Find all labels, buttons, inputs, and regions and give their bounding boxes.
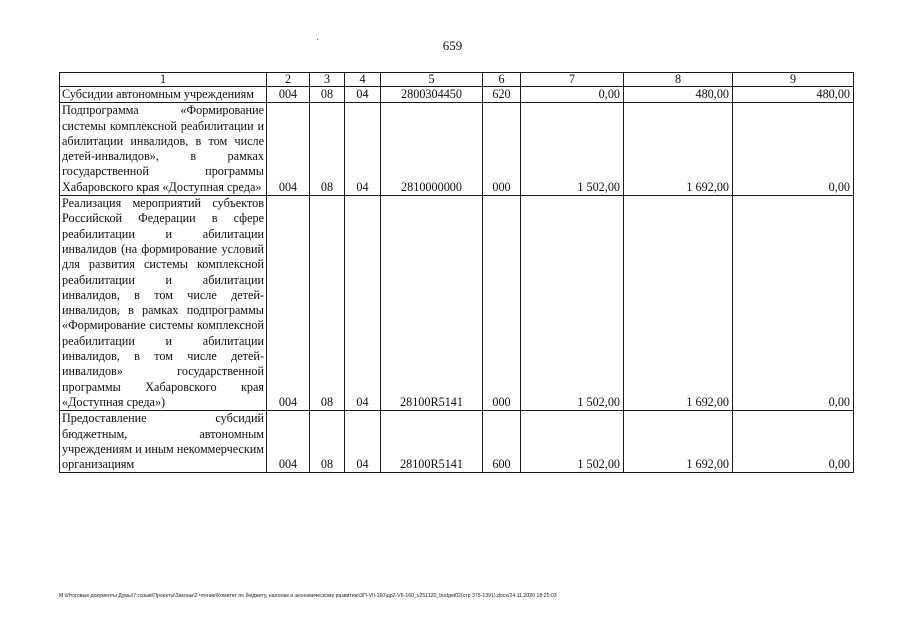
cell-amount-8: 480,00 [624, 87, 733, 103]
cell-target-article: 28100R5141 [381, 411, 483, 473]
cell-amount-7: 1 502,00 [521, 411, 624, 473]
cell-amount-7: 1 502,00 [521, 196, 624, 411]
cell-subsection: 04 [345, 196, 381, 411]
cell-amount-9: 0,00 [733, 196, 854, 411]
cell-expense-type: 000 [483, 103, 521, 196]
column-header: 5 [381, 73, 483, 87]
cell-target-article: 2800304450 [381, 87, 483, 103]
column-header: 9 [733, 73, 854, 87]
table-row [60, 87, 854, 103]
cell-subsection: 04 [345, 87, 381, 103]
column-header: 4 [345, 73, 381, 87]
cell-target-article: 28100R5141 [381, 196, 483, 411]
column-header: 6 [483, 73, 521, 87]
cell-ministry: 004 [267, 87, 310, 103]
cell-amount-9: 0,00 [733, 411, 854, 473]
cell-subsection: 04 [345, 411, 381, 473]
cell-amount-8: 1 692,00 [624, 103, 733, 196]
cell-amount-9: 480,00 [733, 87, 854, 103]
column-header: 2 [267, 73, 310, 87]
table-row [60, 411, 854, 473]
cell-expense-type: 620 [483, 87, 521, 103]
cell-section: 08 [310, 87, 345, 103]
scan-speck [317, 39, 318, 40]
column-header: 1 [60, 73, 267, 87]
cell-amount-8: 1 692,00 [624, 411, 733, 473]
table-row [60, 196, 854, 411]
row-name: Реализация мероприятий субъектов Российской Федерации в сфере реабилитации и абилитации инвалидов (на формирование условий для развития системы комплексной реабилитации и абилитации инвалидов, в том числе детей-инвалидов, в рамках подпрограммы «Формирование системы комплексной реабилитации и абилитации инвалидов, в том числе детей-инвалидов» государственной программы Хабаровского края «Доступная среда») [60, 196, 267, 411]
page-number: 659 [442, 38, 463, 53]
column-header: 3 [310, 73, 345, 87]
cell-amount-8: 1 692,00 [624, 196, 733, 411]
document-path-footer: M:\Итоговые документы Думы\7 созыв\Проекты\Законы\2 чтение\Комитет по бюджету, налогам и экономическому развитию\ЗП-VII-160\др2-VII-160_v251120_budget02(стр 375-1391).docx/24.11.2020 18:25:03 [59, 593, 557, 599]
cell-amount-9: 0,00 [733, 103, 854, 196]
table-row [60, 103, 854, 196]
row-name: Подпрограмма «Формирование системы комплексной реабилитации и абилитации инвалидов, в том числе детей-инвалидов», в рамках государственной программы Хабаровского края «Доступная среда» [60, 103, 267, 196]
cell-ministry: 004 [267, 103, 310, 196]
row-name: Субсидии автономным учреждениям [60, 87, 267, 103]
column-header: 7 [521, 73, 624, 87]
row-name: Предоставление субсидий бюджетным, автономным учреждениям и иным некоммерческим организациям [60, 411, 267, 473]
cell-ministry: 004 [267, 196, 310, 411]
cell-subsection: 04 [345, 103, 381, 196]
cell-section: 08 [310, 196, 345, 411]
cell-target-article: 2810000000 [381, 103, 483, 196]
budget-table [59, 72, 854, 473]
cell-expense-type: 600 [483, 411, 521, 473]
cell-amount-7: 0,00 [521, 87, 624, 103]
table-header-row [60, 73, 854, 87]
cell-section: 08 [310, 103, 345, 196]
cell-section: 08 [310, 411, 345, 473]
cell-amount-7: 1 502,00 [521, 103, 624, 196]
column-header: 8 [624, 73, 733, 87]
cell-expense-type: 000 [483, 196, 521, 411]
cell-ministry: 004 [267, 411, 310, 473]
